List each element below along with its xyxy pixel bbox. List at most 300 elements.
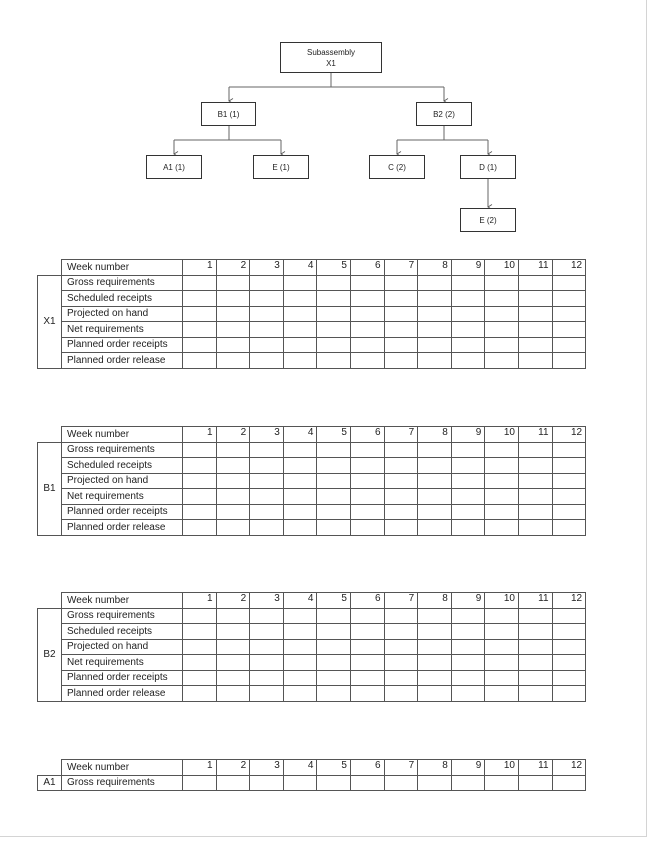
empty-cell (552, 520, 586, 536)
empty-cell (350, 353, 384, 369)
empty-cell (216, 520, 250, 536)
week-number-label: Week number (62, 427, 183, 443)
empty-cell (216, 275, 250, 291)
empty-cell (183, 639, 217, 655)
week-number-3: 3 (250, 260, 284, 276)
empty-cell (384, 353, 418, 369)
empty-cell (283, 489, 317, 505)
empty-cell (418, 489, 452, 505)
empty-cell (384, 624, 418, 640)
week-number-5: 5 (317, 427, 351, 443)
row-label: Gross requirements (62, 608, 183, 624)
empty-cell (317, 291, 351, 307)
empty-cell (485, 670, 519, 686)
empty-cell (317, 624, 351, 640)
empty-cell (216, 639, 250, 655)
empty-cell (518, 337, 552, 353)
row-label: Scheduled receipts (62, 624, 183, 640)
empty-cell (350, 322, 384, 338)
week-number-10: 10 (485, 760, 519, 776)
empty-cell (552, 608, 586, 624)
empty-cell (183, 337, 217, 353)
empty-cell (250, 504, 284, 520)
empty-cell (485, 442, 519, 458)
row-label: Net requirements (62, 655, 183, 671)
empty-cell (283, 458, 317, 474)
item-code: B1 (38, 442, 62, 535)
empty-cell (485, 458, 519, 474)
empty-cell (317, 442, 351, 458)
week-number-9: 9 (451, 760, 485, 776)
empty-cell (518, 306, 552, 322)
week-number-2: 2 (216, 593, 250, 609)
empty-cell (384, 291, 418, 307)
table-row (38, 306, 586, 322)
empty-cell (485, 639, 519, 655)
product-structure-connectors (0, 0, 650, 250)
empty-cell (552, 306, 586, 322)
week-number-7: 7 (384, 593, 418, 609)
week-number-1: 1 (183, 260, 217, 276)
week-number-3: 3 (250, 593, 284, 609)
week-number-11: 11 (518, 427, 552, 443)
item-header-blank (38, 260, 62, 276)
empty-cell (350, 624, 384, 640)
empty-cell (250, 322, 284, 338)
empty-cell (418, 686, 452, 702)
empty-cell (350, 291, 384, 307)
empty-cell (451, 442, 485, 458)
node-d1: D (1) (460, 155, 516, 179)
empty-cell (451, 655, 485, 671)
empty-cell (451, 520, 485, 536)
empty-cell (350, 504, 384, 520)
empty-cell (350, 442, 384, 458)
empty-cell (418, 655, 452, 671)
empty-cell (250, 775, 284, 791)
empty-cell (451, 458, 485, 474)
item-code: A1 (38, 775, 62, 791)
empty-cell (283, 608, 317, 624)
row-label: Planned order release (62, 520, 183, 536)
empty-cell (317, 686, 351, 702)
empty-cell (485, 306, 519, 322)
empty-cell (451, 353, 485, 369)
empty-cell (552, 624, 586, 640)
empty-cell (384, 322, 418, 338)
empty-cell (451, 337, 485, 353)
empty-cell (451, 670, 485, 686)
empty-cell (350, 275, 384, 291)
table-row (38, 473, 586, 489)
week-number-5: 5 (317, 593, 351, 609)
week-number-5: 5 (317, 260, 351, 276)
row-label: Scheduled receipts (62, 458, 183, 474)
week-number-7: 7 (384, 260, 418, 276)
empty-cell (518, 322, 552, 338)
empty-cell (552, 670, 586, 686)
empty-cell (418, 442, 452, 458)
empty-cell (183, 655, 217, 671)
empty-cell (552, 275, 586, 291)
empty-cell (250, 442, 284, 458)
empty-cell (216, 775, 250, 791)
empty-cell (518, 442, 552, 458)
table-row (38, 624, 586, 640)
empty-cell (451, 686, 485, 702)
week-number-3: 3 (250, 760, 284, 776)
empty-cell (317, 775, 351, 791)
empty-cell (418, 624, 452, 640)
empty-cell (552, 639, 586, 655)
empty-cell (317, 306, 351, 322)
empty-cell (518, 504, 552, 520)
table-row (38, 442, 586, 458)
row-label: Planned order receipts (62, 337, 183, 353)
empty-cell (552, 686, 586, 702)
row-label: Scheduled receipts (62, 291, 183, 307)
empty-cell (384, 337, 418, 353)
empty-cell (283, 322, 317, 338)
empty-cell (418, 458, 452, 474)
empty-cell (317, 504, 351, 520)
empty-cell (283, 670, 317, 686)
empty-cell (384, 655, 418, 671)
empty-cell (384, 275, 418, 291)
table-row (38, 489, 586, 505)
empty-cell (418, 291, 452, 307)
empty-cell (518, 639, 552, 655)
empty-cell (283, 775, 317, 791)
mrp-table-a1 (37, 759, 586, 791)
empty-cell (485, 520, 519, 536)
node-root-line1: Subassembly (306, 47, 356, 57)
node-a1: A1 (1) (146, 155, 202, 179)
empty-cell (283, 504, 317, 520)
row-label: Net requirements (62, 489, 183, 505)
week-number-5: 5 (317, 760, 351, 776)
item-header-blank (38, 760, 62, 776)
empty-cell (216, 306, 250, 322)
empty-cell (183, 306, 217, 322)
week-number-2: 2 (216, 260, 250, 276)
week-number-12: 12 (552, 260, 586, 276)
empty-cell (418, 639, 452, 655)
empty-cell (283, 275, 317, 291)
empty-cell (216, 670, 250, 686)
empty-cell (183, 353, 217, 369)
week-number-3: 3 (250, 427, 284, 443)
empty-cell (518, 670, 552, 686)
week-number-8: 8 (418, 260, 452, 276)
empty-cell (485, 322, 519, 338)
table-row (38, 686, 586, 702)
empty-cell (250, 275, 284, 291)
empty-cell (384, 458, 418, 474)
empty-cell (216, 353, 250, 369)
empty-cell (183, 275, 217, 291)
empty-cell (384, 775, 418, 791)
empty-cell (183, 489, 217, 505)
empty-cell (216, 655, 250, 671)
empty-cell (451, 291, 485, 307)
table-row (38, 670, 586, 686)
empty-cell (485, 686, 519, 702)
row-label: Planned order receipts (62, 504, 183, 520)
empty-cell (485, 775, 519, 791)
week-number-8: 8 (418, 427, 452, 443)
empty-cell (552, 504, 586, 520)
week-number-4: 4 (283, 593, 317, 609)
node-c2: C (2) (369, 155, 425, 179)
empty-cell (518, 520, 552, 536)
empty-cell (552, 775, 586, 791)
empty-cell (384, 520, 418, 536)
table-row (38, 608, 586, 624)
empty-cell (552, 442, 586, 458)
week-number-1: 1 (183, 760, 217, 776)
week-number-6: 6 (350, 760, 384, 776)
empty-cell (183, 670, 217, 686)
node-root-line2: X1 (326, 58, 336, 68)
empty-cell (451, 275, 485, 291)
node-subassembly-x1 (280, 42, 382, 73)
empty-cell (283, 520, 317, 536)
week-number-4: 4 (283, 760, 317, 776)
empty-cell (250, 458, 284, 474)
empty-cell (183, 624, 217, 640)
week-number-9: 9 (451, 260, 485, 276)
empty-cell (350, 670, 384, 686)
row-label: Gross requirements (62, 442, 183, 458)
empty-cell (518, 775, 552, 791)
row-label: Planned order release (62, 686, 183, 702)
row-label: Gross requirements (62, 275, 183, 291)
mrp-table-x1 (37, 259, 586, 369)
empty-cell (384, 473, 418, 489)
empty-cell (250, 337, 284, 353)
empty-cell (317, 275, 351, 291)
week-number-1: 1 (183, 427, 217, 443)
empty-cell (451, 608, 485, 624)
empty-cell (418, 306, 452, 322)
week-number-1: 1 (183, 593, 217, 609)
empty-cell (216, 624, 250, 640)
empty-cell (216, 686, 250, 702)
week-number-12: 12 (552, 760, 586, 776)
empty-cell (216, 504, 250, 520)
empty-cell (283, 655, 317, 671)
empty-cell (317, 322, 351, 338)
week-number-4: 4 (283, 260, 317, 276)
empty-cell (183, 686, 217, 702)
empty-cell (250, 686, 284, 702)
empty-cell (485, 473, 519, 489)
week-number-10: 10 (485, 427, 519, 443)
empty-cell (518, 291, 552, 307)
week-number-2: 2 (216, 760, 250, 776)
empty-cell (418, 670, 452, 686)
empty-cell (518, 473, 552, 489)
empty-cell (451, 624, 485, 640)
item-header-blank (38, 427, 62, 443)
empty-cell (216, 322, 250, 338)
empty-cell (350, 306, 384, 322)
empty-cell (418, 775, 452, 791)
empty-cell (384, 670, 418, 686)
empty-cell (384, 306, 418, 322)
empty-cell (518, 275, 552, 291)
empty-cell (451, 306, 485, 322)
empty-cell (283, 473, 317, 489)
empty-cell (350, 608, 384, 624)
empty-cell (350, 337, 384, 353)
table-row (38, 520, 586, 536)
empty-cell (183, 504, 217, 520)
empty-cell (350, 473, 384, 489)
empty-cell (317, 670, 351, 686)
empty-cell (216, 473, 250, 489)
empty-cell (485, 353, 519, 369)
node-e1: E (1) (253, 155, 309, 179)
week-number-11: 11 (518, 760, 552, 776)
empty-cell (283, 337, 317, 353)
empty-cell (451, 639, 485, 655)
row-label: Net requirements (62, 322, 183, 338)
empty-cell (317, 608, 351, 624)
empty-cell (350, 655, 384, 671)
week-number-4: 4 (283, 427, 317, 443)
empty-cell (250, 306, 284, 322)
empty-cell (552, 655, 586, 671)
empty-cell (216, 458, 250, 474)
empty-cell (216, 291, 250, 307)
week-number-2: 2 (216, 427, 250, 443)
table-row (38, 458, 586, 474)
empty-cell (485, 608, 519, 624)
empty-cell (350, 686, 384, 702)
item-code: X1 (38, 275, 62, 368)
week-number-12: 12 (552, 427, 586, 443)
empty-cell (418, 337, 452, 353)
empty-cell (418, 608, 452, 624)
empty-cell (250, 624, 284, 640)
empty-cell (317, 520, 351, 536)
empty-cell (250, 353, 284, 369)
empty-cell (485, 624, 519, 640)
empty-cell (485, 275, 519, 291)
empty-cell (552, 291, 586, 307)
empty-cell (552, 353, 586, 369)
empty-cell (552, 458, 586, 474)
empty-cell (250, 473, 284, 489)
week-number-9: 9 (451, 427, 485, 443)
empty-cell (283, 639, 317, 655)
empty-cell (485, 291, 519, 307)
week-number-8: 8 (418, 593, 452, 609)
empty-cell (250, 608, 284, 624)
node-b2: B2 (2) (416, 102, 472, 126)
item-header-blank (38, 593, 62, 609)
empty-cell (183, 458, 217, 474)
empty-cell (350, 639, 384, 655)
week-number-6: 6 (350, 427, 384, 443)
empty-cell (350, 458, 384, 474)
table-row (38, 353, 586, 369)
table-row (38, 504, 586, 520)
empty-cell (418, 353, 452, 369)
empty-cell (384, 639, 418, 655)
empty-cell (350, 489, 384, 505)
empty-cell (384, 686, 418, 702)
week-number-6: 6 (350, 593, 384, 609)
empty-cell (485, 504, 519, 520)
empty-cell (552, 337, 586, 353)
empty-cell (485, 655, 519, 671)
empty-cell (451, 489, 485, 505)
empty-cell (216, 442, 250, 458)
empty-cell (518, 458, 552, 474)
empty-cell (317, 353, 351, 369)
empty-cell (317, 639, 351, 655)
empty-cell (451, 775, 485, 791)
week-number-7: 7 (384, 427, 418, 443)
empty-cell (350, 775, 384, 791)
empty-cell (518, 353, 552, 369)
row-label: Projected on hand (62, 306, 183, 322)
empty-cell (418, 275, 452, 291)
empty-cell (317, 489, 351, 505)
empty-cell (216, 337, 250, 353)
table-row (38, 639, 586, 655)
empty-cell (350, 520, 384, 536)
empty-cell (250, 489, 284, 505)
empty-cell (216, 608, 250, 624)
empty-cell (283, 442, 317, 458)
empty-cell (317, 473, 351, 489)
row-label: Planned order receipts (62, 670, 183, 686)
empty-cell (552, 322, 586, 338)
empty-cell (183, 442, 217, 458)
empty-cell (418, 322, 452, 338)
empty-cell (183, 322, 217, 338)
week-number-12: 12 (552, 593, 586, 609)
empty-cell (183, 608, 217, 624)
empty-cell (384, 442, 418, 458)
empty-cell (552, 473, 586, 489)
empty-cell (451, 473, 485, 489)
empty-cell (518, 608, 552, 624)
empty-cell (418, 504, 452, 520)
empty-cell (250, 291, 284, 307)
week-number-11: 11 (518, 593, 552, 609)
empty-cell (451, 504, 485, 520)
empty-cell (183, 473, 217, 489)
row-label: Projected on hand (62, 473, 183, 489)
empty-cell (250, 639, 284, 655)
week-number-10: 10 (485, 260, 519, 276)
empty-cell (183, 775, 217, 791)
empty-cell (518, 624, 552, 640)
empty-cell (283, 624, 317, 640)
table-row (38, 275, 586, 291)
mrp-table-b2 (37, 592, 586, 702)
empty-cell (317, 458, 351, 474)
empty-cell (418, 473, 452, 489)
empty-cell (283, 686, 317, 702)
empty-cell (384, 504, 418, 520)
empty-cell (183, 291, 217, 307)
